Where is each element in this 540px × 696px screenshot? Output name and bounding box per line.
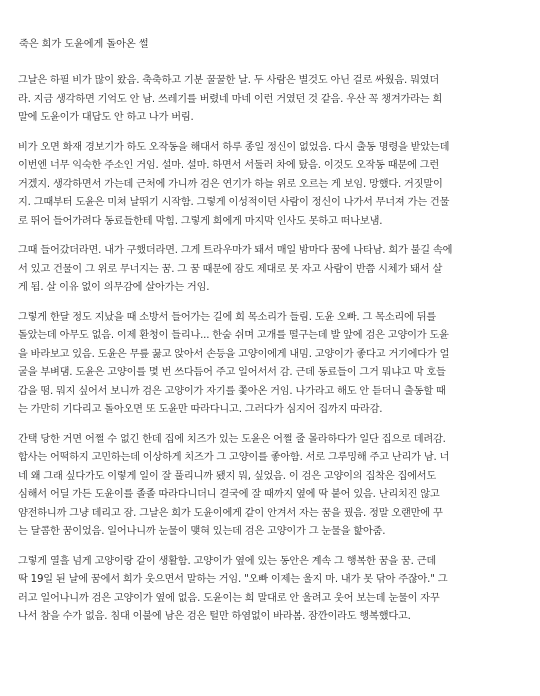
paragraph-line: 이번엔 너무 익숙한 주소인 거임. 설마. 설마. 하면서 서둘러 차에 탔음. 이것도 오작동 때문에 그런 bbox=[18, 160, 440, 171]
paragraph-line: 는 달콤한 꿈이었음. 일어나니까 눈물이 맺혀 있는데 검은 고양이가 그 눈물을 핥아줌. bbox=[18, 526, 386, 537]
paragraph-line: 얌전하니까 그냥 데리고 잠. 그날은 희가 도윤이에게 같이 안겨서 자는 꿈을 꿨음. 정말 오랜만에 꾸 bbox=[18, 507, 443, 519]
paragraph-line: 딱 19일 된 날에 꿈에서 희가 웃으면서 말하는 거임. "오빠 이제는 울지 마. 내가 못 닦아 주잖아." 그 bbox=[18, 574, 448, 585]
paragraph-line: 돌았는데 아무도 없음. 이제 환청이 들리나... 한숨 쉬며 고개를 떨구는데 발 앞에 검은 고양이가 도윤 bbox=[18, 330, 449, 341]
paragraph-line: 합사는 어떡하지 고민하는데 이상하게 치즈가 그 고양이를 좋아함. 서로 그루밍해 주고 난리가 남. 너 bbox=[18, 452, 450, 463]
paragraph-line: 비가 오면 화재 경보기가 하도 오작동을 해대서 하루 종일 정신이 없었음. 다시 출동 명령을 받았는데 bbox=[18, 141, 450, 153]
story-body bbox=[14, 72, 526, 627]
paragraph-line: 지. 그때부터 도윤은 미쳐 날뛰기 시작함. 그렇게 이성적이던 사람이 정신이 나가서 무너져 가는 건물 bbox=[18, 197, 450, 208]
paragraph bbox=[18, 72, 526, 128]
paragraph-line: 간택 당한 거면 어쩔 수 없긴 한데 집에 치즈가 있는 도윤은 어쩔 줄 몰라하다가 일단 집으로 데려감. bbox=[18, 433, 446, 445]
paragraph bbox=[18, 242, 526, 298]
paragraph-line: 그때 들어갔더라면. 내가 구했더라면. 그게 트라우마가 돼서 매일 밤마다 꿈에 나타남. 희가 불길 속에 bbox=[18, 245, 453, 256]
paragraph-line: 그렇게 한달 정도 지났을 때 소방서 들어가는 길에 희 목소리가 들림. 도윤 오빠. 그 목소리에 뒤를 bbox=[18, 311, 437, 323]
paragraph-line: 말에 도윤이가 대답도 안 하고 나가 버림. bbox=[18, 112, 194, 123]
paragraph-line: 러고 일어나니까 검은 고양이가 옆에 없음. 도윤이는 희 말대로 안 울려고 웃어 보는데 눈물이 자꾸 bbox=[18, 592, 440, 604]
paragraph-line: 게 됨. 살 이유 없이 의무감에 살아가는 거임. bbox=[18, 282, 210, 293]
paragraph-line: 그렇게 열흘 넘게 고양이랑 같이 생활함. 고양이가 옆에 있는 동안은 계속 그 행복한 꿈을 꿈. 근데 bbox=[18, 555, 437, 567]
paragraph-line: 갑을 떰. 뭐지 싶어서 보니까 검은 고양이가 자기를 쫓아온 거임. 나가라고 해도 안 듣더니 출동할 때 bbox=[18, 385, 446, 397]
paragraph-line: 그날은 하필 비가 많이 왔음. 축축하고 기분 꿀꿀한 날. 두 사람은 별것도 아닌 걸로 싸웠음. 뭐였더 bbox=[18, 75, 440, 86]
paragraph-line: 을 바라보고 있음. 도윤은 무릎 꿇고 앉아서 손등을 고양이에게 내밈. 고양이가 좋다고 거기에다가 얼 bbox=[18, 348, 450, 360]
paragraph bbox=[18, 553, 526, 627]
paragraph-line: 는 가만히 기다리고 돌아오면 또 도윤만 따라다니고. 그러다가 심지어 집까지 따라감. bbox=[18, 404, 383, 415]
paragraph bbox=[18, 139, 526, 232]
story-title: 죽은 희가 도윤에게 돌아온 썰 bbox=[19, 39, 149, 50]
paragraph-line: 나서 참을 수가 없음. 침대 이불에 남은 검은 털만 하염없이 바라봄. 잠깐이라도 행복했다고. bbox=[18, 611, 411, 622]
paragraph-line: 서 있고 건물이 그 위로 무너지는 꿈. 그 꿈 때문에 잠도 제대로 못 자고 사람이 반쯤 시체가 돼서 살 bbox=[18, 263, 443, 275]
paragraph-line: 네 왜 그래 싶다가도 이렇게 일이 잘 풀리니까 됐지 뭐, 싶었음. 이 검은 고양이의 집착은 집에서도 bbox=[18, 470, 437, 482]
paragraph bbox=[18, 431, 526, 542]
paragraph-line: 거겠지. 생각하면서 가는데 근처에 가니까 검은 연기가 하늘 위로 오르는 게 보임. 망했다. 거짓말이 bbox=[18, 178, 443, 190]
paragraph-line: 심해서 어딜 가든 도윤이를 졸졸 따라다니더니 결국에 잘 때까지 옆에 딱 붙어 있음. 난리치진 않고 bbox=[18, 489, 440, 500]
paragraph-line: 굴을 부벼댐. 도윤은 고양이를 몇 번 쓰다듬어 주고 일어서서 감. 근데 동료들이 그거 뭐냐고 막 호들 bbox=[18, 367, 446, 378]
paragraph-line: 라. 지금 생각하면 기억도 안 남. 쓰레기를 버렸네 마네 이런 거였던 것 같음. 우산 꼭 챙겨가라는 희 bbox=[18, 93, 443, 105]
paragraph-line: 로 뛰어 들어가려다 동료들한테 막힘. 그렇게 희에게 마지막 인사도 못하고 떠나보냄. bbox=[18, 215, 383, 227]
paragraph bbox=[18, 309, 526, 420]
